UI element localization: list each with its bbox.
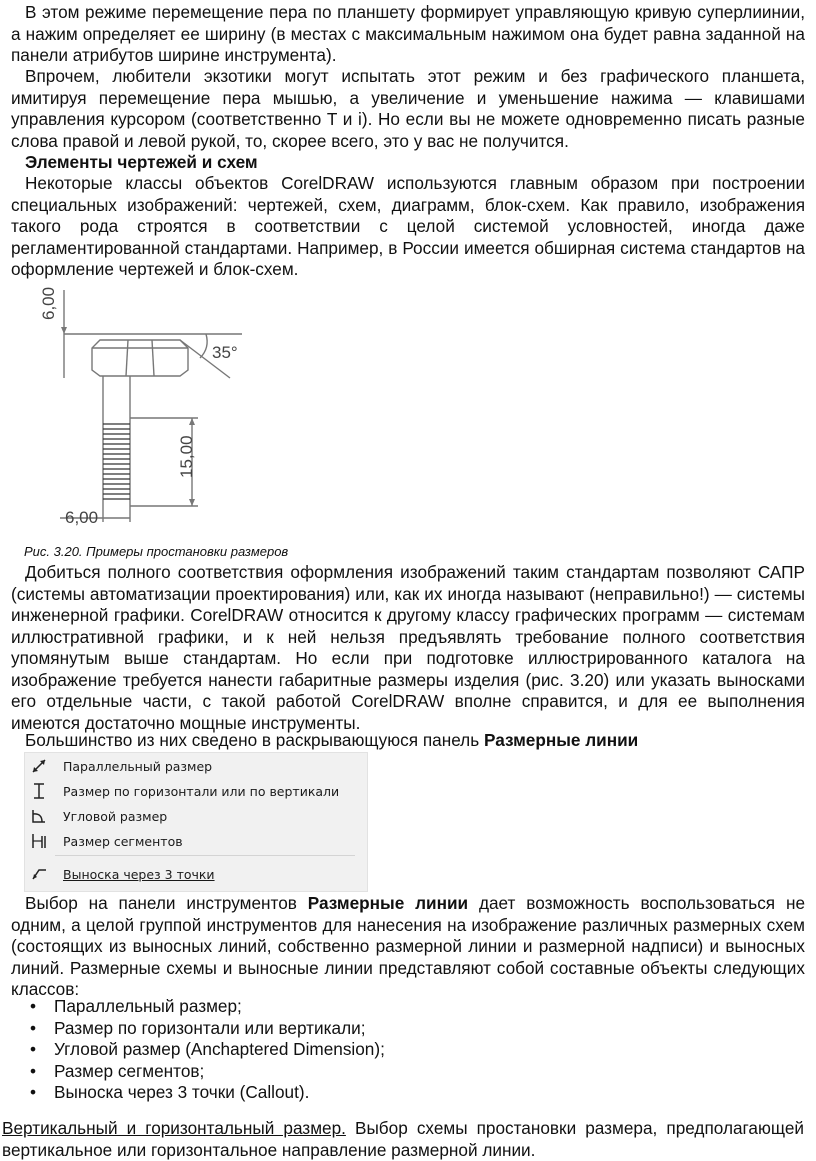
- dim-label-bottom: 6,00: [65, 508, 99, 527]
- tool-angular-dimension[interactable]: [25, 804, 367, 828]
- dim-label-right: 15,00: [177, 435, 196, 478]
- bolt-dimension-drawing: [20, 278, 280, 534]
- thread-hatching: [103, 424, 130, 499]
- flyout-separator: [55, 855, 355, 856]
- section-heading: Элементы чертежей и схем: [25, 152, 258, 172]
- dim-label-top: 6,00: [39, 286, 58, 320]
- tool-segment-dimension[interactable]: [25, 829, 367, 853]
- paragraph-cad-systems: Добиться полного соответствия оформления изображений таким стандартам позволяют САПР (системы автоматизации проектирования) или, как их иногда называют (неправильно!) — системы инженерной графики. CorelDRAW относится к другому классу графических программ — системам иллюстративной графики, и к ней нельзя предъявлять требование полного соответствия упомянутым выше стандартам. Но если при подготовке иллюстрированного каталога на изображение требуется нанести габаритные размеры изделия (рис. 3.20) или указать выносками его отдельные части, с такой работой CorelDRAW вполне справится, и для ее выполнения имеются достаточно мощные инструменты.: [11, 562, 805, 733]
- angular-dimension-icon: [25, 804, 53, 828]
- paragraph-exotic-mode: Впрочем, любители экзотики могут испытать этот режим и без графического планшета, имитируя перемещение пера мышью, а увеличение и уменьшение нажима — клавишами управления курсором (соответственно T и i). Но если вы не можете одновременно писать разные слова правой и левой рукой, то, скорее всего, это у вас не получится.: [11, 66, 805, 151]
- term-description: Выбор схемы простановки размера, предполагающей вертикальное или горизонтальное направление размерной линии.: [2, 1118, 804, 1160]
- paragraph-panel-intro: [11, 730, 805, 752]
- horizontal-vertical-dimension-icon: [25, 779, 53, 803]
- tool-label: Размер сегментов: [63, 833, 183, 849]
- segment-dimension-icon: [25, 829, 53, 853]
- tool-horizontal-vertical-dimension[interactable]: [25, 779, 367, 803]
- term-underlined: Вертикальный и горизонтальный размер.: [2, 1118, 346, 1139]
- paragraph-dimension-tools: [11, 893, 805, 1001]
- angle-arc: [200, 334, 207, 358]
- tools-text-pre: Выбор на панели инструментов: [25, 893, 308, 913]
- bolt-head: [92, 340, 188, 376]
- panel-name-bold: Размерные линии: [483, 730, 639, 750]
- tool-callout-3-point[interactable]: [25, 862, 367, 886]
- paragraph-special-images: Некоторые классы объектов CorelDRAW используются главным образом при построении специальных изображений: чертежей, схем, диаграмм, блок-схем. Как правило, изображения такого рода строятся в соответствии с целой системой условностей, иногда даже регламентированной стандартами. Например, в России имеется обширная система стандартов на оформление чертежей и блок-схем.: [11, 173, 805, 279]
- paragraph-pen-mode: В этом режиме перемещение пера по планшету формирует управляющую кривую суперлиинии, а нажим определяет ее ширину (в местах с максимальным нажимом она будет равна заданной на панели атрибутов ширине инструмента).: [11, 2, 805, 65]
- list-item: • Размер по горизонтали или вертикали;: [24, 1018, 385, 1040]
- dimension-classes-list: [24, 996, 385, 1104]
- list-item: • Размер сегментов;: [24, 1061, 385, 1083]
- callout-3-point-icon: [25, 862, 53, 886]
- tool-label: Угловой размер: [63, 808, 168, 824]
- tool-label: Выноска через 3 точки: [63, 866, 215, 882]
- list-item: • Выноска через 3 точки (Callout).: [24, 1082, 385, 1104]
- panel-intro-text: Большинство из них сведено в раскрывающуюся панель: [25, 730, 484, 750]
- figure-caption: Рис. 3.20. Примеры простановки размеров: [24, 544, 289, 559]
- list-item: • Угловой размер (Anchaptered Dimension);: [24, 1039, 385, 1061]
- tool-label: Параллельный размер: [63, 758, 213, 774]
- angle-label: 35°: [212, 343, 238, 362]
- dimension-tools-flyout: [24, 752, 368, 892]
- paragraph-vertical-horizontal: [2, 1118, 804, 1161]
- tools-name-bold: Размерные линии: [307, 893, 469, 913]
- tools-text-post: дает возможность воспользоваться не одним, а целой группой инструментов для нанесения на изображение различных размерных схем (состоящих из выносных линий, собственно размерной линии и размерной надписи) и выносных линий. Размерные схемы и выносные линии представляют собой составные объекты следующих классов:: [11, 893, 805, 999]
- tool-parallel-dimension[interactable]: [25, 754, 367, 778]
- tool-label: Размер по горизонтали или по вертикали: [63, 783, 340, 799]
- parallel-dimension-icon: [25, 754, 53, 778]
- list-item: • Параллельный размер;: [24, 996, 385, 1018]
